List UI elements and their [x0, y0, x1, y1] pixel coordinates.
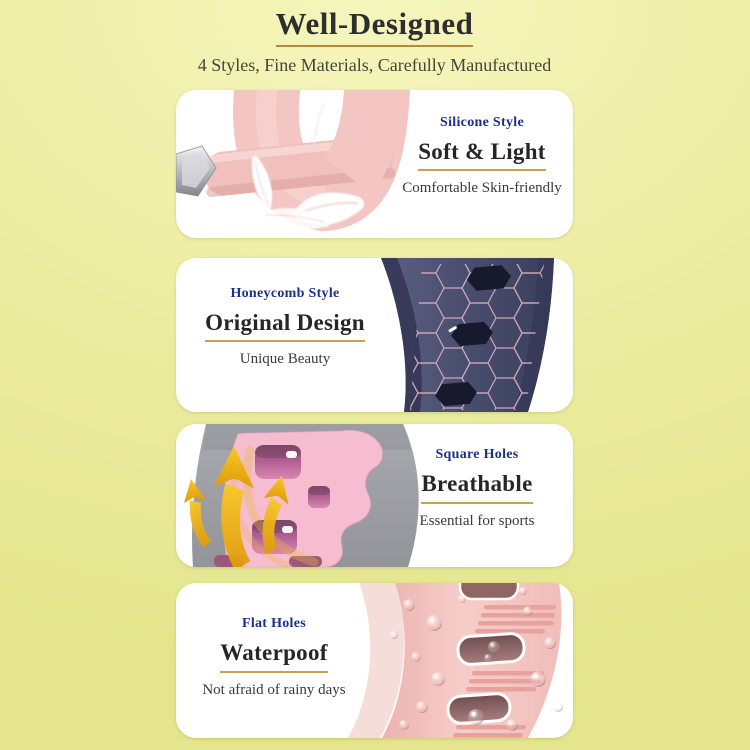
header: [176, 6, 573, 76]
card-text-silicone: [391, 90, 573, 230]
card-description: Not afraid of rainy days: [202, 681, 346, 698]
band-right-limb: [348, 90, 376, 176]
card-text-square-holes: [381, 424, 573, 560]
card-label: Honeycomb Style: [230, 285, 340, 301]
title-gold-rule: [276, 45, 474, 47]
pink-band-graphic: [382, 583, 561, 738]
card-label: Square Holes: [435, 447, 519, 463]
card-description: Comfortable Skin-friendly: [402, 180, 562, 197]
airflow-arrow-icons: [180, 446, 294, 567]
gold-rule: [220, 671, 327, 673]
card-heading: Waterpoof: [220, 640, 328, 666]
buckle-graphic: [176, 146, 216, 196]
card-text-flat-holes: [176, 583, 372, 735]
navy-band-graphic: [381, 258, 554, 412]
card-heading: Soft & Light: [418, 138, 546, 164]
card-label: Flat Holes: [241, 616, 307, 632]
pink-strap-overlay: [223, 430, 382, 567]
airflow-trails: [234, 450, 314, 566]
flat-hole-cutouts: [447, 583, 525, 724]
card-text-honeycomb: [176, 258, 394, 404]
card-honeycomb-style: [176, 258, 573, 412]
honeycomb-pattern: [410, 264, 544, 410]
card-heading: Original Design: [205, 309, 365, 335]
card-label: Silicone Style: [440, 114, 524, 130]
card-heading: Breathable: [421, 471, 533, 497]
hex-holes: [434, 265, 512, 407]
card-silicone-style: [176, 90, 573, 238]
vent-slots: [453, 605, 556, 738]
page-subtitle: 4 Styles, Fine Materials, Carefully Manufactured: [197, 54, 552, 75]
card-flat-holes: [176, 583, 573, 738]
water-droplets: [390, 587, 563, 731]
page-title: Well-Designed: [275, 6, 474, 41]
card-description: Unique Beauty: [239, 351, 331, 368]
pink-band-graphic: [266, 90, 378, 198]
title-wrap: [276, 6, 474, 47]
gold-rule: [421, 502, 532, 504]
feathers-graphic: [246, 97, 367, 232]
card-square-holes: [176, 424, 573, 567]
band-keeper-loop: [202, 134, 396, 198]
gold-rule: [205, 340, 365, 342]
square-hole-cutouts: [214, 445, 330, 567]
gold-rule: [418, 169, 546, 171]
card-description: Essential for sports: [419, 512, 535, 529]
